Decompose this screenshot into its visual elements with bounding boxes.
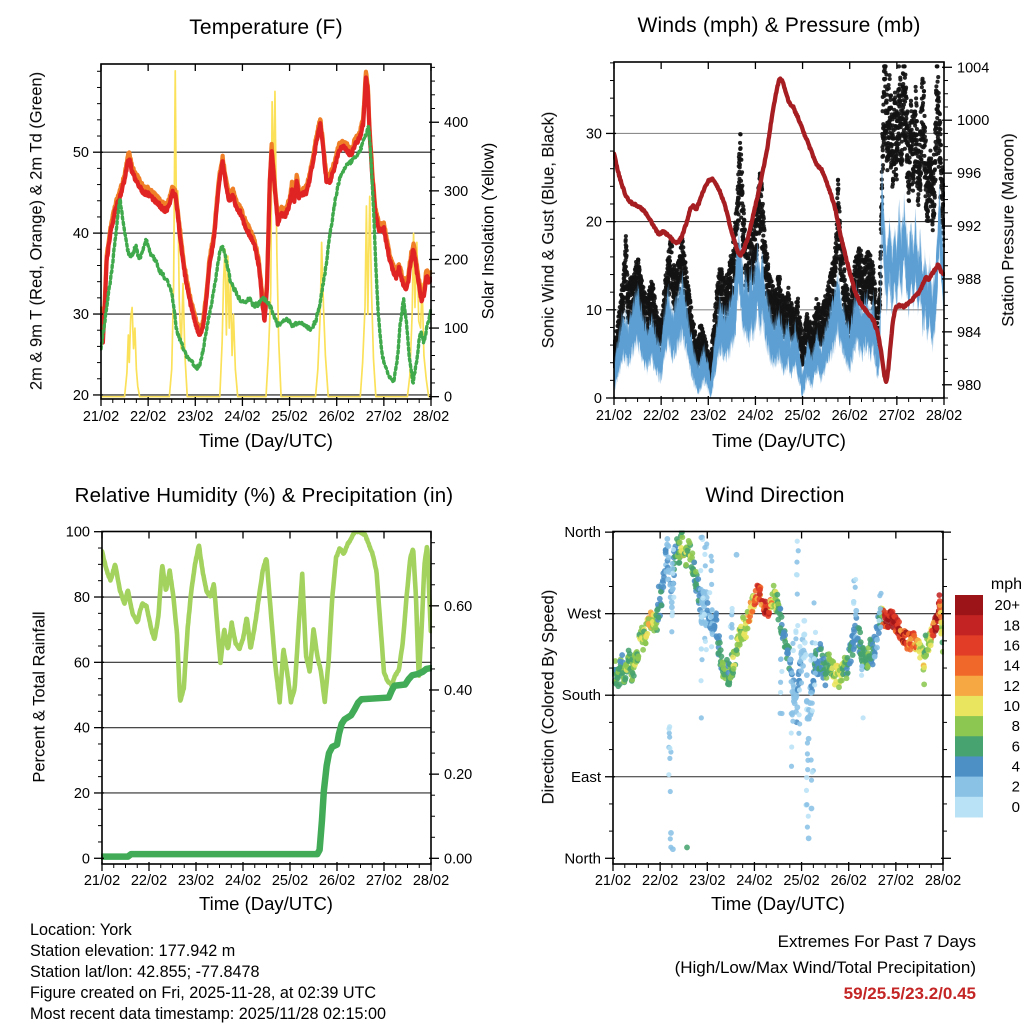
temperature-left-axis-label: 2m & 9m T (Red, Orange) & 2m Td (Green) — [27, 71, 46, 391]
temperature-chart-panel — [0, 0, 512, 470]
elevation-line: Station elevation: 177.942 m — [30, 942, 236, 960]
temperature-x-axis-label: Time (Day/UTC) — [199, 430, 333, 451]
temperature-chart-canvas — [0, 0, 512, 470]
extremes-block — [675, 929, 976, 1007]
temperature-chart-title: Temperature (F) — [189, 16, 343, 39]
pressure-right-axis-label: Station Pressure (Maroon) — [999, 133, 1018, 327]
humidity-precip-chart-panel — [0, 470, 512, 924]
timestamp-line: Most recent data timestamp: 2025/11/28 02:15:00 — [30, 1005, 387, 1023]
humidity-x-axis-label: Time (Day/UTC) — [199, 893, 333, 914]
wind-direction-chart-canvas — [512, 470, 1024, 924]
wind-direction-chart-panel — [512, 470, 1024, 924]
direction-left-axis-label: Direction (Colored By Speed) — [539, 589, 558, 805]
created-line: Figure created on Fri, 2025-11-28, at 02:39 UTC — [30, 984, 377, 1002]
winds-x-axis-label: Time (Day/UTC) — [712, 430, 846, 451]
wind-direction-chart-title: Wind Direction — [705, 484, 845, 507]
winds-pressure-chart-canvas — [512, 0, 1024, 470]
extremes-subtitle: (High/Low/Max Wind/Total Precipitation) — [674, 958, 976, 977]
wind-gust-left-axis-label: Sonic Wind & Gust (Blue, Black) — [539, 111, 558, 349]
winds-chart-title: Winds (mph) & Pressure (mb) — [637, 14, 921, 37]
solar-right-axis-label: Solar Insolation (Yellow) — [479, 142, 498, 320]
humidity-precip-chart-canvas — [0, 470, 512, 924]
latlon-line: Station lat/lon: 42.855; -77.8478 — [30, 963, 260, 981]
location-line: Location: York — [30, 921, 132, 939]
humidity-chart-title: Relative Humidity (%) & Precipitation (in) — [74, 484, 454, 507]
wind-direction-x-axis-label: Time (Day/UTC) — [711, 893, 845, 914]
extremes-title: Extremes For Past 7 Days — [777, 932, 976, 951]
extremes-values: 59/25.5/23.2/0.45 — [843, 984, 976, 1003]
winds-pressure-chart-panel — [512, 0, 1024, 470]
station-info-block — [30, 920, 386, 1025]
percent-rainfall-left-axis-label: Percent & Total Rainfall — [30, 611, 49, 783]
